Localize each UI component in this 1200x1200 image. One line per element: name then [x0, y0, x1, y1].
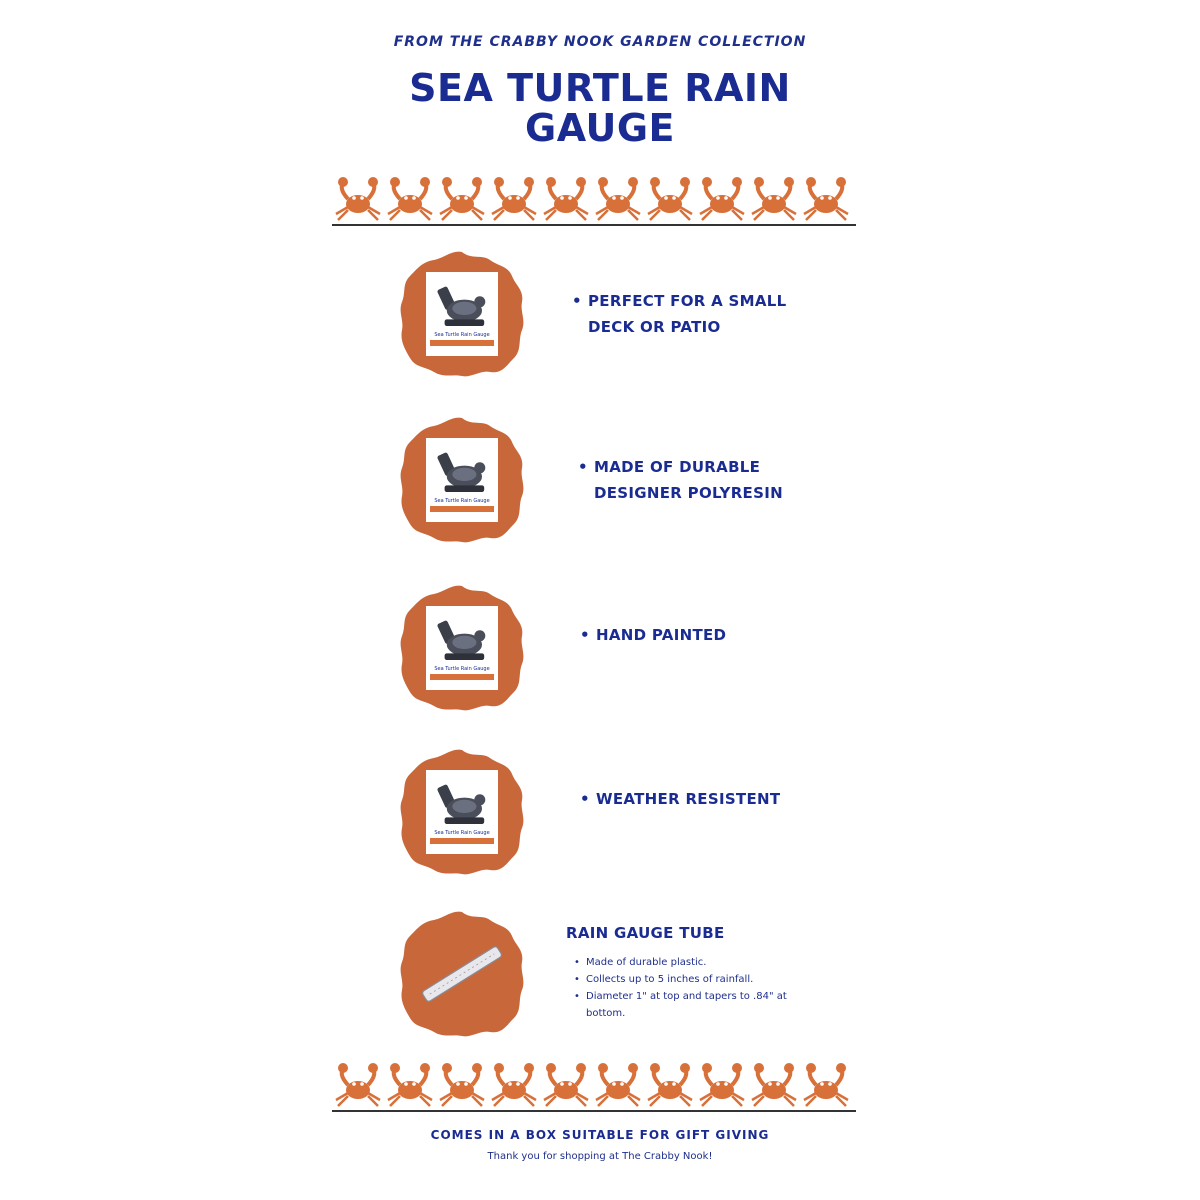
rain-gauge-tube-badge-icon [398, 910, 526, 1038]
feature-item: • HAND PAINTED [580, 626, 727, 644]
feature-line1: HAND PAINTED [596, 626, 727, 644]
product-badge-icon [398, 748, 526, 876]
product-badge-icon [398, 250, 526, 378]
crab-icon [440, 177, 484, 220]
crab-icon [596, 177, 640, 220]
page-title: SEA TURTLE RAIN GAUGE [409, 66, 791, 150]
feature-line2: DESIGNER POLYRESIN [594, 484, 783, 502]
gift-box-note: COMES IN A BOX SUITABLE FOR GIFT GIVING [430, 1128, 770, 1142]
tube-spec-item: • Collects up to 5 inches of rainfall. [574, 971, 824, 988]
crab-icon [492, 1063, 536, 1106]
thumb-caption: Sea Turtle Rain Gauge [434, 498, 490, 504]
tube-section-title: RAIN GAUGE TUBE [566, 924, 725, 942]
feature-item: • PERFECT FOR A SMALL DECK OR PATIO [572, 288, 787, 340]
crab-icon [336, 1063, 380, 1106]
thumb-caption: Sea Turtle Rain Gauge [434, 332, 490, 338]
crab-icon [596, 1063, 640, 1106]
tube-spec-list [574, 954, 824, 1022]
crab-icon [648, 1063, 692, 1106]
crab-icon [804, 177, 848, 220]
product-badge-icon [398, 584, 526, 712]
feature-line1: PERFECT FOR A SMALL [588, 292, 787, 310]
thumb-caption: Sea Turtle Rain Gauge [434, 666, 490, 672]
feature-item: • WEATHER RESISTENT [580, 790, 781, 808]
feature-line1: WEATHER RESISTENT [596, 790, 781, 808]
crab-icon [804, 1063, 848, 1106]
crab-border-bottom-icon [332, 1056, 856, 1112]
crab-icon [544, 177, 588, 220]
thumb-caption: Sea Turtle Rain Gauge [434, 830, 490, 836]
crab-icon [388, 177, 432, 220]
feature-line2: DECK OR PATIO [588, 318, 721, 336]
crab-icon [492, 177, 536, 220]
thank-you-note: Thank you for shopping at The Crabby Nook! [487, 1151, 713, 1162]
tube-spec-item: • Made of durable plastic. [574, 954, 824, 971]
crab-icon [648, 177, 692, 220]
divider-bottom [332, 1110, 856, 1112]
crab-icon [440, 1063, 484, 1106]
divider-top [332, 224, 856, 226]
crab-icon [752, 1063, 796, 1106]
crab-icon [752, 177, 796, 220]
crab-border-top-icon [332, 170, 856, 226]
collection-eyebrow: FROM THE CRABBY NOOK GARDEN COLLECTION [393, 34, 807, 50]
crab-icon [544, 1063, 588, 1106]
product-badge-icon [398, 416, 526, 544]
crab-icon [700, 1063, 744, 1106]
crab-icon [388, 1063, 432, 1106]
crab-icon [700, 177, 744, 220]
crab-icon [336, 177, 380, 220]
feature-item: • MADE OF DURABLE DESIGNER POLYRESIN [578, 454, 783, 506]
feature-line1: MADE OF DURABLE [594, 458, 761, 476]
tube-spec-item: • Diameter 1" at top and tapers to .84" at bottom. [574, 988, 824, 1022]
